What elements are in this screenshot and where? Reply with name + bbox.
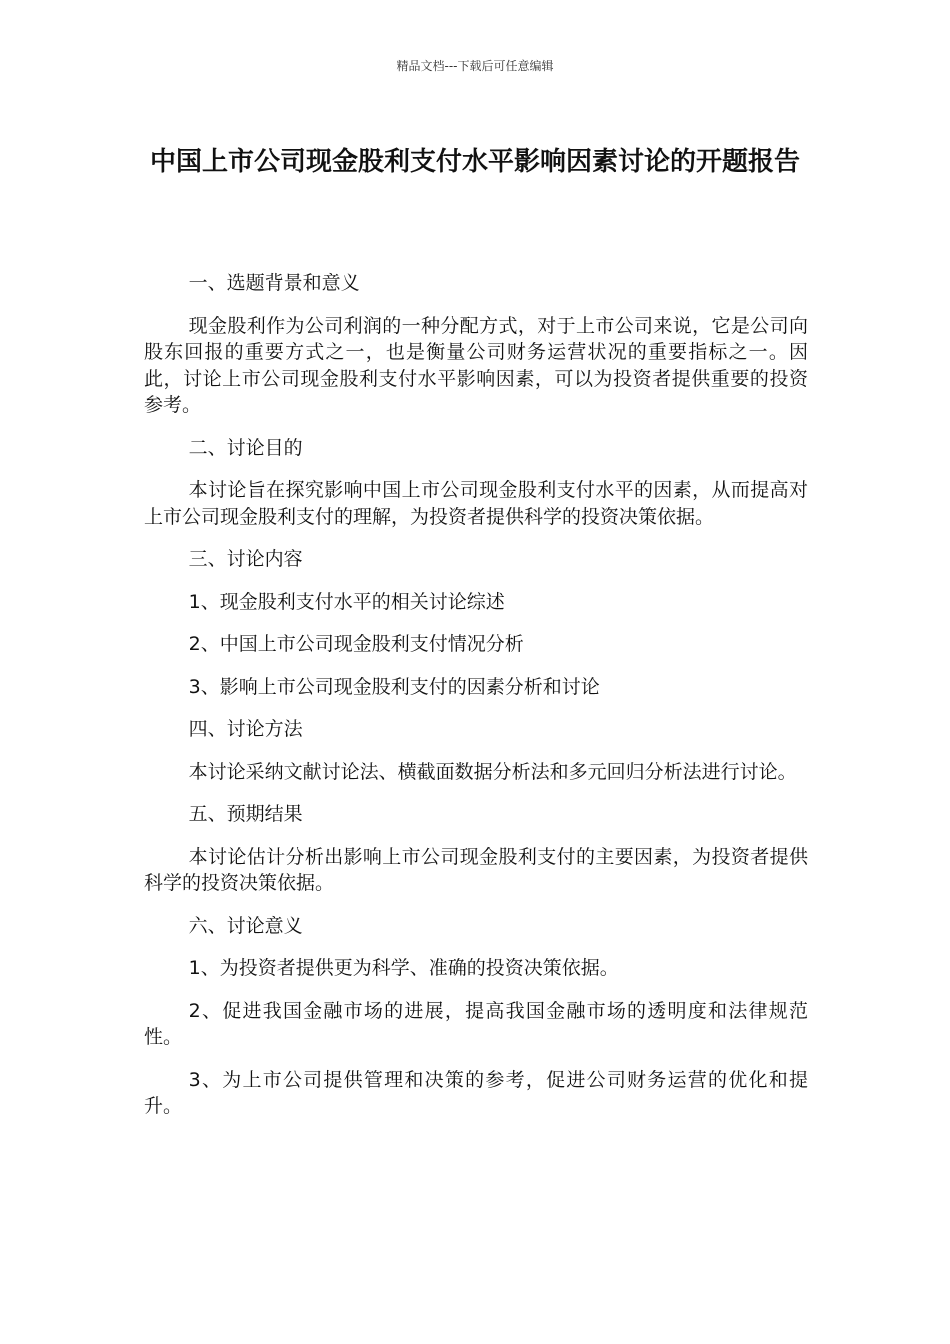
section-heading-background: 一、选题背景和意义	[188, 272, 360, 294]
section-heading-significance: 六、讨论意义	[188, 914, 303, 937]
header-watermark: 精品文档---下载后可任意编辑	[396, 59, 554, 73]
paragraph-background: 现金股利作为公司利润的一种分配方式，对于上市公司来说，它是公司向股东回报的重要方式之一，也是衡量公司财务运营状况的重要指标之一。因此，讨论上市公司现金股利支付水平影响因素，可以为投资者提供重要的投资参考。	[144, 314, 808, 416]
section-heading-purpose: 二、讨论目的	[188, 436, 303, 459]
document-body	[144, 270, 808, 1136]
section-heading-content: 三、讨论内容	[188, 548, 303, 570]
paragraph-results: 本讨论估计分析出影响上市公司现金股利支付的主要因素，为投资者提供科学的投资决策依据。	[144, 845, 808, 894]
document-title: 中国上市公司现金股利支付水平影响因素讨论的开题报告	[149, 147, 800, 177]
section-heading-results: 五、预期结果	[188, 803, 303, 825]
section-heading-method: 四、讨论方法	[188, 718, 303, 740]
list-item-significance-1: 1、为投资者提供更为科学、准确的投资决策依据。	[188, 957, 619, 979]
paragraph-method: 本讨论采纳文献讨论法、横截面数据分析法和多元回归分析法进行讨论。	[188, 760, 797, 783]
list-item-content-3: 3、影响上市公司现金股利支付的因素分析和讨论	[188, 675, 600, 698]
list-item-significance-3: 3、为上市公司提供管理和决策的参考，促进公司财务运营的优化和提升。	[144, 1068, 808, 1117]
paragraph-purpose: 本讨论旨在探究影响中国上市公司现金股利支付水平的因素，从而提高对上市公司现金股利支付的理解，为投资者提供科学的投资决策依据。	[144, 479, 808, 528]
list-item-content-1: 1、现金股利支付水平的相关讨论综述	[188, 590, 505, 613]
list-item-significance-2: 2、促进我国金融市场的进展，提高我国金融市场的透明度和法律规范性。	[144, 999, 808, 1048]
list-item-content-2: 2、中国上市公司现金股利支付情况分析	[188, 633, 524, 655]
